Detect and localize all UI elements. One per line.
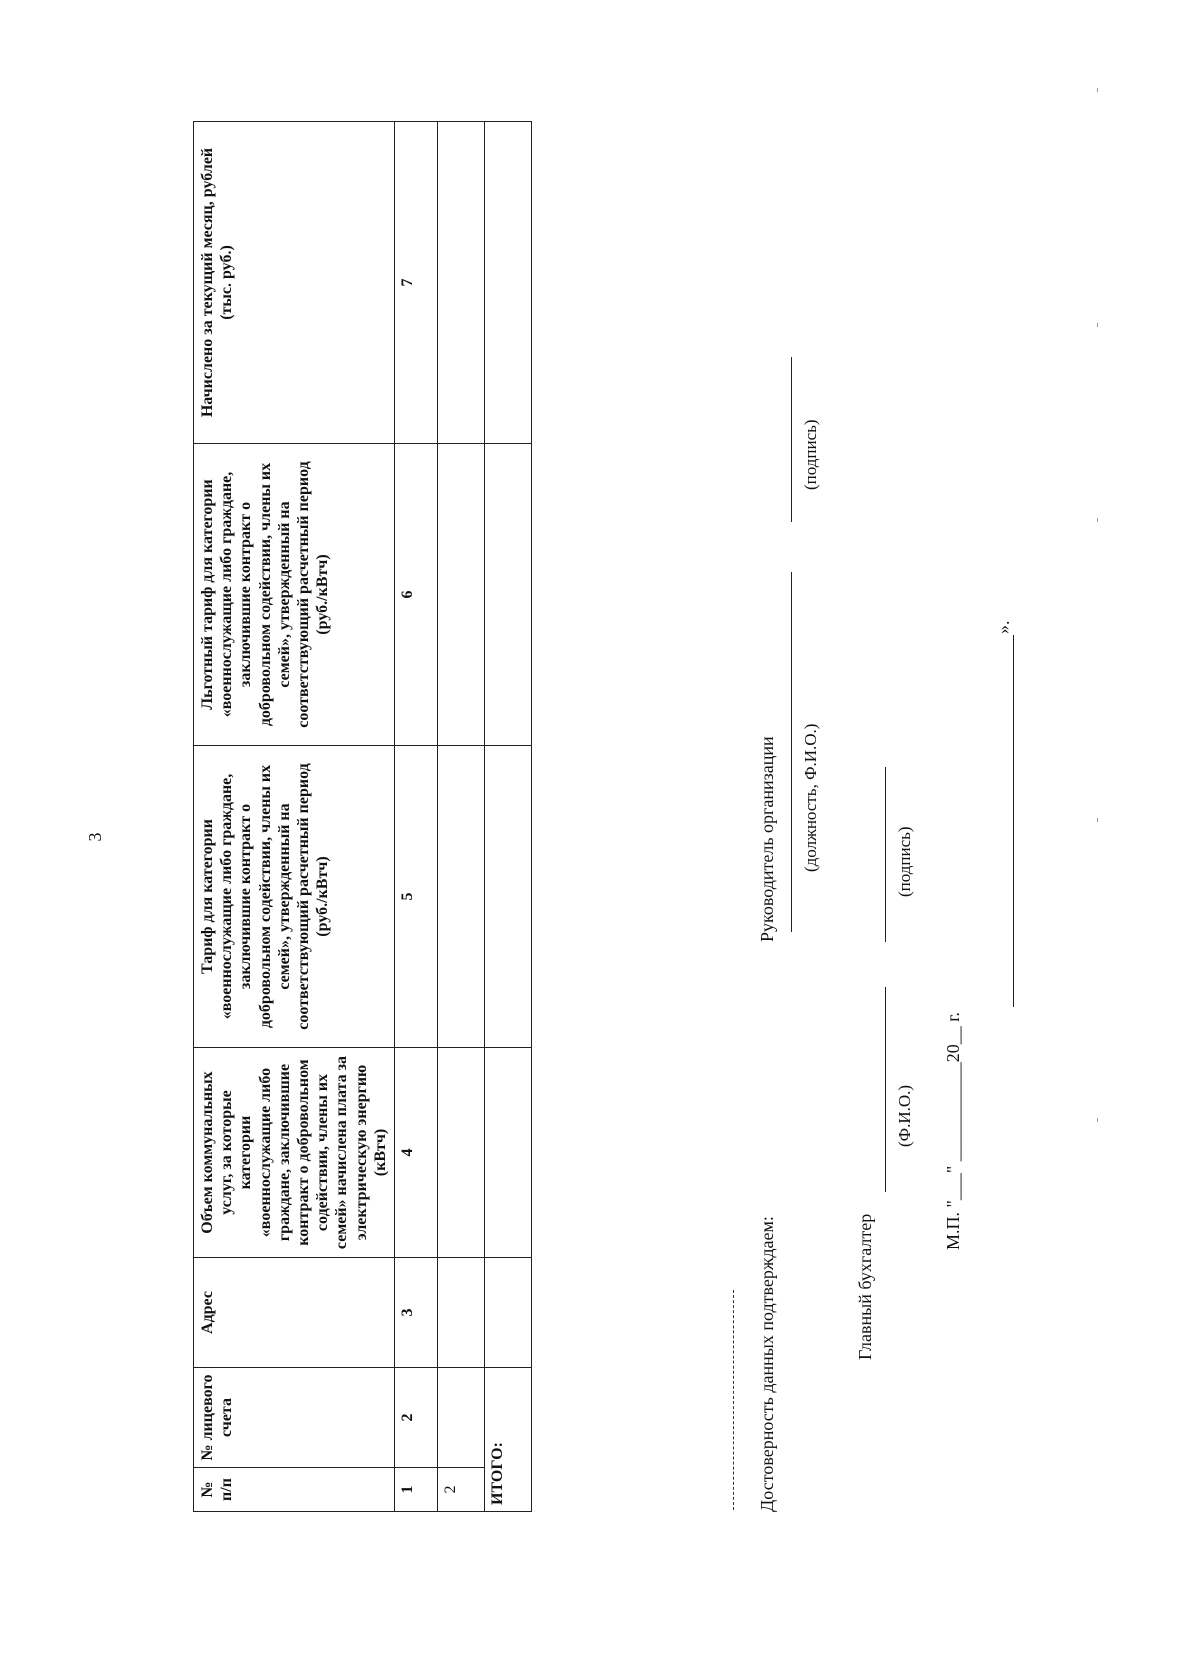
numbering-cell: 3 bbox=[394, 1258, 437, 1368]
empty-cell bbox=[437, 1048, 484, 1258]
scan-speck bbox=[1097, 323, 1098, 327]
chief-fio-caption: (Ф.И.О.) bbox=[895, 1084, 914, 1147]
head-signature-caption: (подпись) bbox=[801, 419, 820, 490]
position-fio-caption: (должность, Ф.И.О.) bbox=[801, 723, 820, 872]
chief-fio-line bbox=[885, 987, 886, 1192]
numbering-cell: 5 bbox=[394, 746, 437, 1048]
scan-speck bbox=[1097, 518, 1098, 522]
empty-cell bbox=[484, 444, 531, 746]
empty-cell bbox=[437, 746, 484, 1048]
empty-cell bbox=[437, 1368, 484, 1468]
confirm-label: Достоверность данных подтверждаем: bbox=[757, 1216, 777, 1512]
empty-cell bbox=[437, 444, 484, 746]
header-col-benefit-tariff: Льготный тариф для категории «военнослужащие либо граждане, заключившие контракт о добровольном содействии, члены их семей», утвержденный на соответствующий расчетный период (руб./кВтч) bbox=[194, 444, 395, 746]
empty-cell bbox=[484, 1258, 531, 1368]
row-number-cell: 2 bbox=[437, 1468, 484, 1512]
numbering-cell: 6 bbox=[394, 444, 437, 746]
rotated-page bbox=[85, 72, 1115, 1592]
footnote-divider bbox=[733, 1290, 734, 1510]
seal-date-line: М.П. "___" ___________20__ г. bbox=[943, 1011, 963, 1250]
header-col-number: № п/п bbox=[194, 1468, 395, 1512]
scan-speck bbox=[1097, 1118, 1098, 1122]
header-col-tariff: Тариф для категории «военнослужащие либо граждане, заключившие контракт о добровольном содействии, члены их семей», утвержденный на соответствующий расчетный период (руб./кВтч) bbox=[194, 746, 395, 1048]
empty-cell bbox=[484, 1048, 531, 1258]
report-table bbox=[193, 121, 532, 1512]
head-signature-line bbox=[791, 357, 792, 522]
total-row bbox=[484, 122, 531, 1512]
numbering-cell: 2 bbox=[394, 1368, 437, 1468]
empty-cell bbox=[437, 122, 484, 444]
table-row bbox=[437, 122, 484, 1512]
scan-speck bbox=[1097, 818, 1098, 822]
numbering-row bbox=[394, 122, 437, 1512]
header-row bbox=[194, 122, 395, 1512]
numbering-cell: 4 bbox=[394, 1048, 437, 1258]
header-col-accrued: Начислено за текущий месяц, рублей (тыс. руб.) bbox=[194, 122, 395, 444]
header-col-address: Адрес bbox=[194, 1258, 395, 1368]
total-label: ИТОГО: bbox=[484, 1368, 531, 1512]
header-col-account: № лицевого счета bbox=[194, 1368, 395, 1468]
empty-cell bbox=[437, 1258, 484, 1368]
closing-quote: ». bbox=[993, 620, 1013, 634]
chief-signature-caption: (подпись) bbox=[895, 826, 914, 897]
chief-accountant-label: Главный бухгалтер bbox=[855, 1213, 875, 1360]
chief-signature-line bbox=[885, 767, 886, 942]
empty-cell bbox=[484, 122, 531, 444]
scan-speck bbox=[1097, 88, 1098, 92]
head-of-organization-label: Руководитель организации bbox=[757, 736, 777, 942]
header-col-volume: Объем коммунальных услуг, за которые категории «военнослужащие либо граждане, заключившие контракт о добровольном содействии, члены их семей» начислена плата за электрическую энергию (кВтч) bbox=[194, 1048, 395, 1258]
closing-line bbox=[1013, 635, 1014, 1007]
numbering-cell: 1 bbox=[394, 1468, 437, 1512]
page-number: 3 bbox=[85, 832, 105, 842]
empty-cell bbox=[484, 746, 531, 1048]
position-fio-line bbox=[791, 572, 792, 932]
numbering-cell: 7 bbox=[394, 122, 437, 444]
